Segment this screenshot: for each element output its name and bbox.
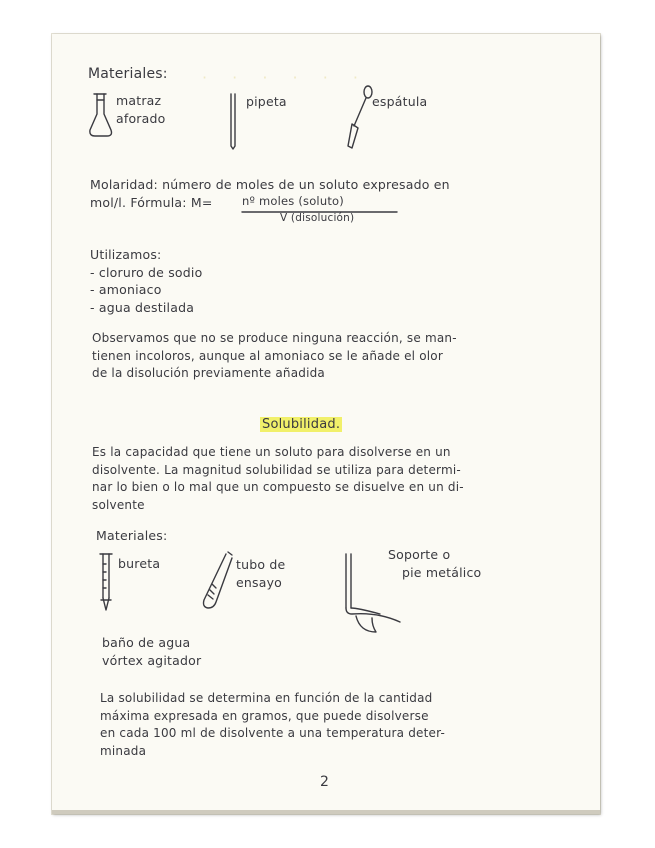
extra-equipment: [102, 634, 201, 669]
list-item: - cloruro de sodio: [90, 264, 203, 280]
notebook-page: [52, 34, 600, 814]
molarity-definition: Molaridad: número de moles de un soluto expresado en mol/l. Fórmula: M=: [90, 177, 450, 210]
utilizamos-heading: Utilizamos:: [90, 247, 162, 262]
burette-label: bureta: [118, 556, 161, 571]
list-item: baño de agua: [102, 635, 191, 650]
solubility-title: Solubilidad.: [262, 417, 341, 432]
flask-label: matraz aforado: [116, 93, 166, 126]
formula-denominator: V (disolución): [280, 212, 355, 224]
solubility-paragraph: Es la capacidad que tiene un soluto para disolverse en un disolvente. La magnitud solubilidad se utiliza para determi- nar lo bien o lo mal que un compuesto se disuelve en un di- solvente: [92, 445, 464, 512]
materials-heading-2: Materiales:: [96, 528, 168, 543]
test-tube-icon: [198, 550, 234, 610]
pipette-icon: [227, 92, 239, 150]
spatula-icon: [344, 84, 374, 150]
list-item: vórtex agitador: [102, 652, 202, 668]
materials-heading: Materiales:: [88, 66, 168, 82]
utilizamos-list: [90, 246, 202, 316]
conclusion-paragraph: La solubilidad se determina en función de la cantidad máxima expresada en gramos, que puede disolverse en cada 100 ml de disolvente a una temperatura deter- minada: [100, 691, 445, 758]
observation-paragraph: Observamos que no se produce ninguna reacción, se man- tienen incoloros, aunque al amoniaco se le añade el olor de la disolución previamente añadida: [92, 331, 457, 380]
list-item: - agua destilada: [90, 299, 195, 315]
page-number: 2: [320, 774, 330, 790]
pipette-label: pipeta: [246, 94, 287, 109]
list-item: - amoniaco: [90, 282, 162, 297]
burette-icon: [98, 552, 114, 612]
stand-label: Soporte o pie metálico: [388, 547, 482, 580]
volumetric-flask-icon: [88, 92, 114, 138]
bleed-through-header: · · · · · ·: [202, 68, 368, 87]
formula-numerator: nº moles (soluto): [242, 194, 344, 208]
spatula-label: espátula: [372, 94, 428, 109]
page-edge-shadow: [52, 810, 600, 814]
test-tube-label: tubo de ensayo: [236, 557, 286, 590]
